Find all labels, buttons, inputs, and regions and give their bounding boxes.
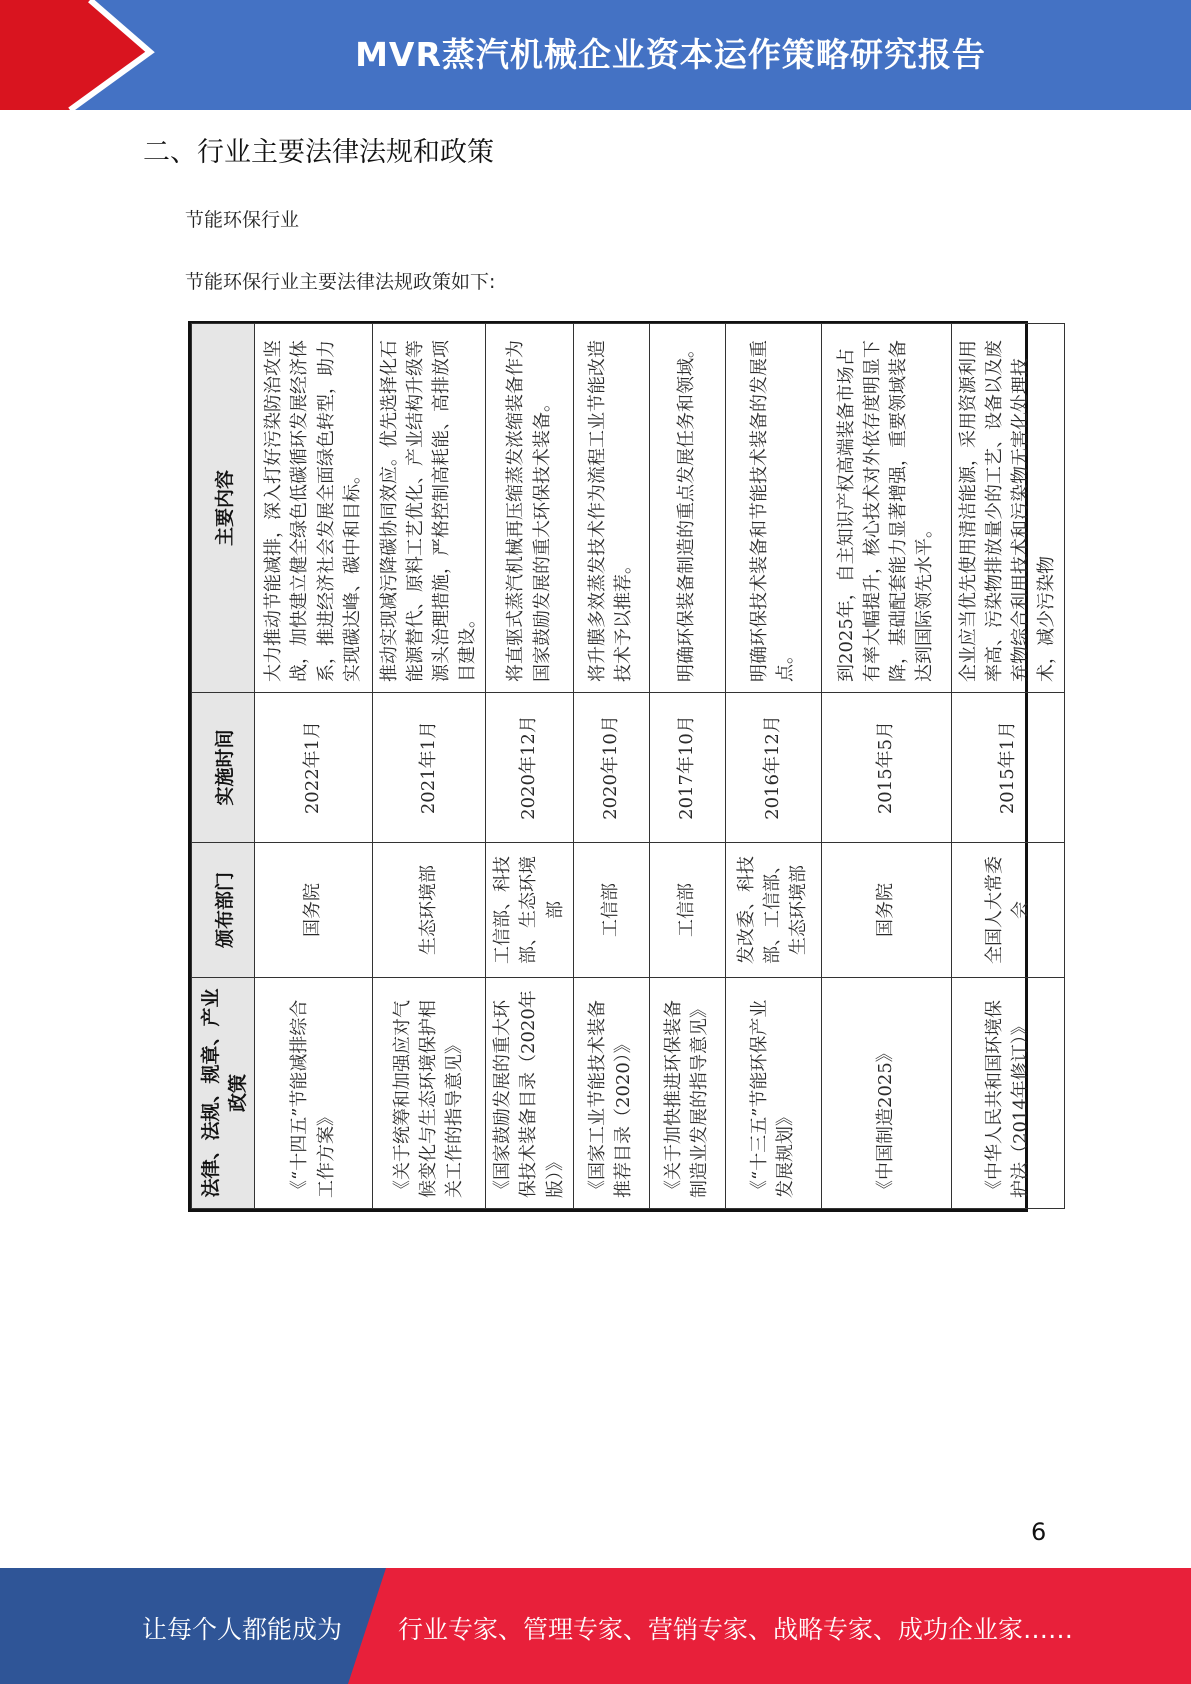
cell-main-content: 将直驱式蒸汽机械再压缩蒸发浓缩装备作为国家鼓励发展的重大环保技术装备。 — [486, 324, 573, 693]
cell-law-name: 《国家工业节能技术装备推荐目录（2020）》 — [573, 978, 649, 1209]
cell-department: 国务院 — [255, 843, 373, 978]
cell-department: 工信部 — [649, 843, 725, 978]
header-department: 颁布部门 — [192, 843, 255, 978]
header-main-content: 主要内容 — [192, 324, 255, 693]
header-red-arrow-shape — [0, 0, 150, 110]
cell-law-name: 《中国制造2025》 — [821, 978, 951, 1209]
cell-law-name: 《“十三五”节能环保产业发展规划》 — [725, 978, 821, 1209]
cell-law-name: 《国家鼓励发展的重大环保技术装备目录（2020年版）》 — [486, 978, 573, 1209]
cell-main-content: 明确环保技术装备和节能技术装备的发展重点。 — [725, 324, 821, 693]
paragraph-intro: 节能环保行业主要法律法规政策如下: — [185, 271, 496, 293]
cell-department: 工信部 — [573, 843, 649, 978]
regulations-table-frame — [188, 321, 1057, 1212]
paragraph-industry: 节能环保行业 — [185, 209, 300, 231]
cell-effective-date: 2015年1月 — [951, 693, 1064, 843]
regulations-table-rotated — [191, 324, 1057, 1209]
table-row — [649, 324, 725, 1209]
table-row — [573, 324, 649, 1209]
cell-main-content: 到2025年，自主知识产权高端装备市场占有率大幅提升，核心技术对外依存度明显下降，基础配套能力显著增强，重要领域装备达到国际领先水平。 — [821, 324, 951, 693]
cell-main-content: 将升膜多效蒸发技术作为流程工业节能改造技术予以推荐。 — [573, 324, 649, 693]
cell-department: 生态环境部 — [373, 843, 486, 978]
table-row — [951, 324, 1064, 1209]
cell-main-content: 企业应当优先使用清洁能源，采用资源利用率高、污染物排放量少的工艺、设备以及废弃物综合利用技术和污染物无害化处理技术，减少污染物 — [951, 324, 1064, 693]
cell-effective-date: 2015年5月 — [821, 693, 951, 843]
cell-effective-date: 2021年1月 — [373, 693, 486, 843]
report-title: MVR蒸汽机械企业资本运作策略研究报告 — [355, 34, 986, 74]
table-row — [725, 324, 821, 1209]
cell-main-content: 推动实现减污降碳协同效应。优先选择化石能源替代、原料工艺优化、产业结构升级等源头治理措施，严格控制高耗能、高排放项目建设。 — [373, 324, 486, 693]
cell-department: 全国人大常委会 — [951, 843, 1064, 978]
cell-effective-date: 2022年1月 — [255, 693, 373, 843]
page-number: 6 — [1031, 1518, 1047, 1546]
cell-law-name: 《关于统筹和加强应对气候变化与生态环境保护相关工作的指导意见》 — [373, 978, 486, 1209]
cell-effective-date: 2020年12月 — [486, 693, 573, 843]
cell-effective-date: 2020年10月 — [573, 693, 649, 843]
table-header-row — [192, 324, 255, 1209]
page-header — [0, 0, 1191, 110]
cell-law-name: 《关于加快推进环保装备制造业发展的指导意见》 — [649, 978, 725, 1209]
table-row — [486, 324, 573, 1209]
cell-department: 工信部、科技部、生态环境部 — [486, 843, 573, 978]
table-row — [821, 324, 951, 1209]
footer-slogan-left: 让每个人都能成为 — [142, 1615, 343, 1644]
cell-law-name: 《“十四五”节能减排综合工作方案》 — [255, 978, 373, 1209]
table-row — [373, 324, 486, 1209]
cell-main-content: 大力推动节能减排，深入打好污染防治攻坚战，加快建立健全绿色低碳循环发展经济体系，推进经济社会发展全面绿色转型，助力实现碳达峰、碳中和目标。 — [255, 324, 373, 693]
cell-department: 国务院 — [821, 843, 951, 978]
cell-law-name: 《中华人民共和国环境保护法（2014年修订）》 — [951, 978, 1064, 1209]
table-row — [255, 324, 373, 1209]
cell-main-content: 明确环保装备制造的重点发展任务和领域。 — [649, 324, 725, 693]
cell-department: 发改委、科技部、工信部、生态环境部 — [725, 843, 821, 978]
section-title: 二、行业主要法律法规和政策 — [143, 137, 494, 168]
cell-effective-date: 2017年10月 — [649, 693, 725, 843]
regulations-table — [191, 323, 1065, 1209]
header-law-name: 法律、法规、规章、产业政策 — [192, 978, 255, 1209]
cell-effective-date: 2016年12月 — [725, 693, 821, 843]
header-effective-date: 实施时间 — [192, 693, 255, 843]
footer-slogan-right: 行业专家、管理专家、营销专家、战略专家、成功企业家…… — [398, 1615, 1074, 1644]
